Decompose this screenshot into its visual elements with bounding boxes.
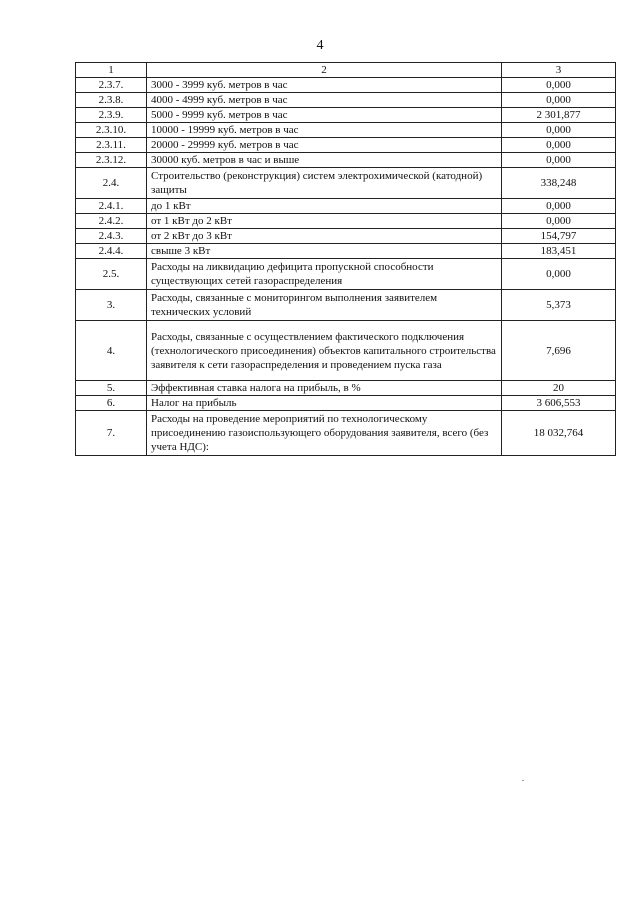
table-row — [76, 153, 616, 168]
header-col-2: 2 — [147, 63, 502, 78]
row-value: 183,451 — [502, 244, 616, 259]
table-row — [76, 93, 616, 108]
row-number: 5. — [76, 381, 147, 396]
row-name: 4000 - 4999 куб. метров в час — [147, 93, 502, 108]
row-name: 3000 - 3999 куб. метров в час — [147, 78, 502, 93]
scan-speck — [522, 780, 524, 781]
table-row — [76, 229, 616, 244]
row-number: 2.3.11. — [76, 138, 147, 153]
row-name: Расходы, связанные с осуществлением фактического подключения (технологического присоединения) объектов капитального строительства заявителя к сети газораспределения и проведением пуска газа — [147, 321, 502, 381]
table-row — [76, 214, 616, 229]
row-name: Расходы на проведение мероприятий по технологическому присоединению газоиспользующего оборудования заявителя, всего (без учета НДС): — [147, 411, 502, 456]
row-number: 2.3.10. — [76, 123, 147, 138]
row-value: 0,000 — [502, 199, 616, 214]
row-name: Налог на прибыль — [147, 396, 502, 411]
row-name: свыше 3 кВт — [147, 244, 502, 259]
row-name: 10000 - 19999 куб. метров в час — [147, 123, 502, 138]
table-header-row — [76, 63, 616, 78]
table-row — [76, 259, 616, 290]
table-row — [76, 321, 616, 381]
row-number: 4. — [76, 321, 147, 381]
row-value: 0,000 — [502, 153, 616, 168]
table-row — [76, 290, 616, 321]
row-number: 2.4.4. — [76, 244, 147, 259]
row-name: Эффективная ставка налога на прибыль, в % — [147, 381, 502, 396]
row-number: 2.3.9. — [76, 108, 147, 123]
cost-table — [75, 62, 616, 456]
table-row — [76, 199, 616, 214]
table-row — [76, 108, 616, 123]
row-value: 0,000 — [502, 138, 616, 153]
table-row — [76, 138, 616, 153]
row-value: 338,248 — [502, 168, 616, 199]
row-name: 20000 - 29999 куб. метров в час — [147, 138, 502, 153]
row-value: 154,797 — [502, 229, 616, 244]
row-name: 5000 - 9999 куб. метров в час — [147, 108, 502, 123]
row-value: 3 606,553 — [502, 396, 616, 411]
row-name: 30000 куб. метров в час и выше — [147, 153, 502, 168]
header-col-3: 3 — [502, 63, 616, 78]
row-number: 2.4.2. — [76, 214, 147, 229]
table-row — [76, 396, 616, 411]
row-number: 2.3.8. — [76, 93, 147, 108]
table-row — [76, 123, 616, 138]
row-name: до 1 кВт — [147, 199, 502, 214]
table-row — [76, 168, 616, 199]
row-number: 2.3.7. — [76, 78, 147, 93]
row-value: 0,000 — [502, 259, 616, 290]
row-value: 0,000 — [502, 214, 616, 229]
row-name: Расходы, связанные с мониторингом выполнения заявителем технических условий — [147, 290, 502, 321]
header-col-1: 1 — [76, 63, 147, 78]
row-name: от 1 кВт до 2 кВт — [147, 214, 502, 229]
row-value: 0,000 — [502, 78, 616, 93]
table-row — [76, 381, 616, 396]
row-value: 7,696 — [502, 321, 616, 381]
table-row — [76, 78, 616, 93]
row-value: 18 032,764 — [502, 411, 616, 456]
row-number: 6. — [76, 396, 147, 411]
row-name: Строительство (реконструкция) систем электрохимической (катодной) защиты — [147, 168, 502, 199]
row-name: от 2 кВт до 3 кВт — [147, 229, 502, 244]
row-number: 2.3.12. — [76, 153, 147, 168]
row-number: 2.5. — [76, 259, 147, 290]
row-number: 7. — [76, 411, 147, 456]
row-value: 0,000 — [502, 93, 616, 108]
row-number: 2.4. — [76, 168, 147, 199]
row-name: Расходы на ликвидацию дефицита пропускной способности существующих сетей газораспределения — [147, 259, 502, 290]
table-row — [76, 244, 616, 259]
row-value: 2 301,877 — [502, 108, 616, 123]
row-number: 2.4.1. — [76, 199, 147, 214]
table-row — [76, 411, 616, 456]
page-number: 4 — [316, 38, 324, 53]
row-number: 3. — [76, 290, 147, 321]
row-number: 2.4.3. — [76, 229, 147, 244]
row-value: 20 — [502, 381, 616, 396]
row-value: 5,373 — [502, 290, 616, 321]
row-value: 0,000 — [502, 123, 616, 138]
